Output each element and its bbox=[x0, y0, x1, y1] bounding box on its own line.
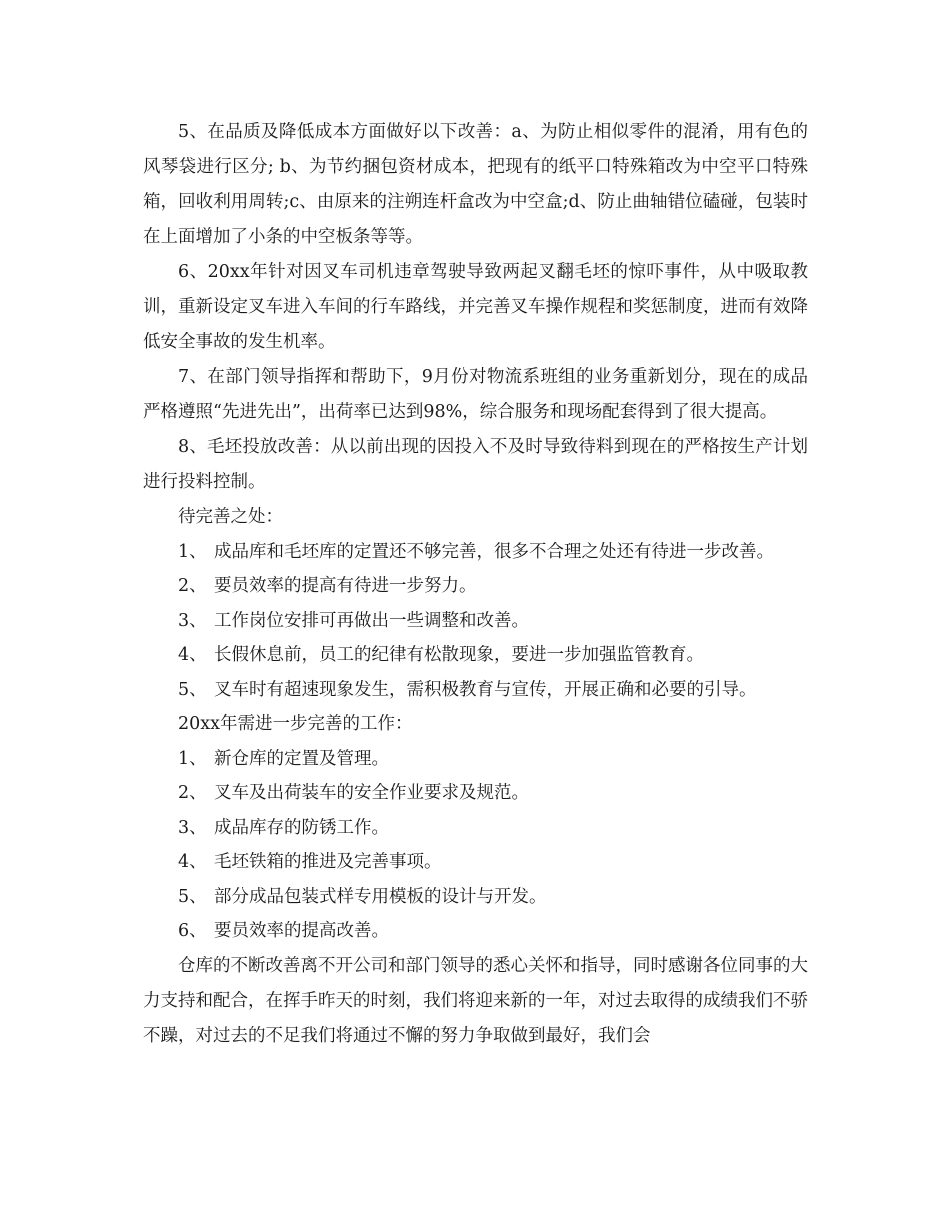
list-item-text: 成品库和毛坯库的定置还不够完善，很多不合理之处还有待进一步改善。 bbox=[214, 541, 774, 562]
list-item bbox=[143, 811, 808, 846]
list-item-text: 叉车及出荷装车的安全作业要求及规范。 bbox=[214, 783, 529, 803]
list-item-number: 1、 bbox=[178, 541, 207, 562]
list-item bbox=[143, 742, 808, 777]
list-item-text: 要员效率的提高改善。 bbox=[214, 921, 389, 941]
list-item-number: 5、 bbox=[178, 886, 207, 907]
list-item-text: 长假休息前，员工的纪律有松散现象，要进一步加强监管教育。 bbox=[214, 645, 704, 665]
next-year-heading: 20xx年需进一步完善的工作： bbox=[178, 714, 413, 734]
list-item-number: 2、 bbox=[178, 576, 207, 596]
list-item-text: 新仓库的定置及管理。 bbox=[214, 748, 389, 769]
paragraph-6-forklift-safety: 6、20xx年针对因叉车司机违章驾驶导致两起叉翻毛坯的惊吓事件，从中吸取教训，重新设定叉车进入车间的行车路线，并完善叉车操作规程和奖惩制度，进而有效降低安全事故的发生机率。 bbox=[143, 262, 808, 352]
list-item bbox=[143, 776, 808, 811]
paragraph-5-quality-cost: 5、在品质及降低成本方面做好以下改善：a、为防止相似零件的混淆，用有色的风琴袋进行区分; b、为节约捆包资材成本，把现有的纸平口特殊箱改为中空平口特殊箱，回收利用周转;c、由原来的注朔连杆盒改为中空盒;d、防止曲轴错位磕碰，包装时在上面增加了小条的中空板条等等。 bbox=[143, 122, 808, 247]
list-item bbox=[143, 638, 808, 673]
paragraph-8-blank-feeding: 8、毛坯投放改善：从以前出现的因投入不及时导致待料到现在的严格按生产计划进行投料控制。 bbox=[143, 437, 808, 492]
list-item-text: 叉车时有超速现象发生，需积极教育与宣传，开展正确和必要的引导。 bbox=[214, 679, 757, 700]
list-item bbox=[143, 535, 808, 570]
list-item-number: 4、 bbox=[178, 645, 207, 665]
to-improve-heading: 待完善之处： bbox=[178, 507, 283, 527]
list-item bbox=[143, 673, 808, 708]
list-item-number: 5、 bbox=[178, 679, 207, 700]
document-page bbox=[143, 115, 808, 1054]
list-item-text: 要员效率的提高有待进一步努力。 bbox=[214, 576, 477, 596]
list-item-number: 3、 bbox=[178, 817, 207, 838]
closing-paragraph: 仓库的不断改善离不开公司和部门领导的悉心关怀和指导，同时感谢各位同事的大力支持和配合，在挥手昨天的时刻，我们将迎来新的一年，对过去取得的成绩我们不骄不躁，对过去的不足我们将通过不懈的努力争取做到最好，我们会 bbox=[143, 955, 808, 1046]
list-item bbox=[143, 880, 808, 915]
paragraph-7-business-division: 7、在部门领导指挥和帮助下，9月份对物流系班组的业务重新划分，现在的成品严格遵照“先进先出”，出荷率已达到98%，综合服务和现场配套得到了很大提高。 bbox=[143, 367, 808, 422]
list-item-number: 1、 bbox=[178, 748, 207, 769]
list-item-number: 2、 bbox=[178, 783, 207, 803]
list-item bbox=[143, 914, 808, 949]
list-item bbox=[143, 604, 808, 639]
list-item-text: 部分成品包装式样专用模板的设计与开发。 bbox=[214, 886, 547, 907]
list-item-text: 工作岗位安排可再做出一些调整和改善。 bbox=[214, 610, 529, 631]
list-item-number: 4、 bbox=[178, 852, 207, 872]
to-improve-list bbox=[143, 535, 808, 708]
next-year-list bbox=[143, 742, 808, 949]
list-item-text: 毛坯铁箱的推进及完善事项。 bbox=[214, 852, 442, 872]
list-item bbox=[143, 569, 808, 604]
list-item-number: 6、 bbox=[178, 921, 207, 941]
list-item-number: 3、 bbox=[178, 610, 207, 631]
list-item-text: 成品库存的防锈工作。 bbox=[214, 817, 389, 838]
list-item bbox=[143, 845, 808, 880]
